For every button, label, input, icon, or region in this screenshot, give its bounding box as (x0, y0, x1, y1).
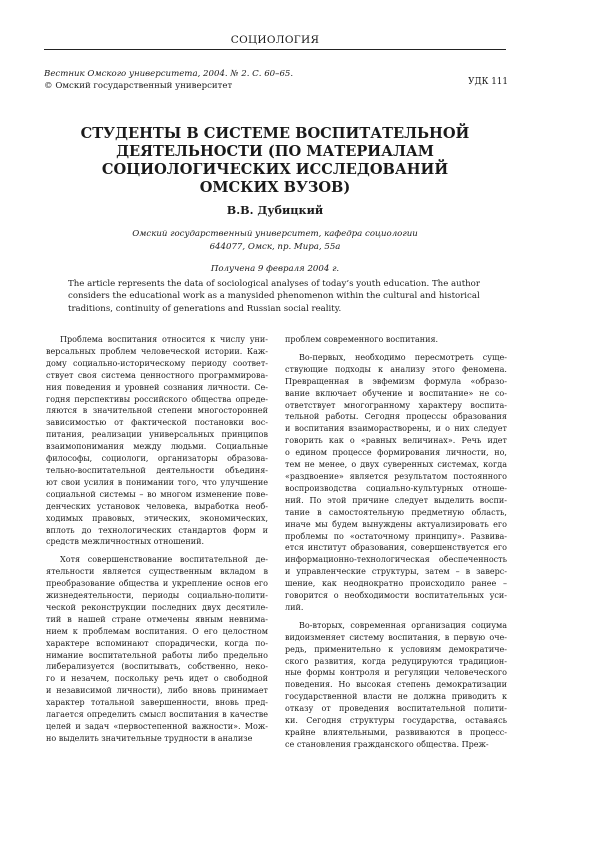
text-line: ответствует многогранному характеру воспита- (285, 400, 507, 410)
text-line: ского развития, когда редуцируются традицион- (285, 656, 507, 666)
text-line: характере вспоминают спорадически, когда по- (46, 638, 268, 648)
text-line: ствующие подходы к анализу этого феномена. (285, 364, 507, 374)
text-line: поведения. Но высокая степень демократизации (285, 680, 507, 690)
text-line: нием к проблемам воспитания. О его целостном (46, 626, 268, 636)
text-line: философы, социологи, организаторы образова- (46, 454, 268, 464)
text-line: жизнедеятельности, периоды социально-полити- (46, 591, 268, 601)
text-line: проблем современного воспитания. (285, 335, 439, 344)
text-line: преобразование общества и укрепление основ его (46, 579, 268, 589)
text-line: вплоть до технологических стандартов форм и (46, 525, 268, 535)
article-title (44, 125, 506, 197)
body-paragraph (46, 334, 268, 548)
text-line: ется институт образования, совершенствуется его (285, 543, 507, 553)
text-line: отказу от проведения воспитательной полити- (285, 704, 507, 714)
body-column-right (285, 334, 507, 757)
body-paragraph (285, 334, 507, 346)
text-line: денческих установок человека, выработка необ- (46, 501, 268, 511)
text-line: иначе мы будем вынуждены актуализировать его (285, 519, 507, 529)
journal-reference: Вестник Омского университета, 2004. № 2. С. 60–65. (44, 69, 294, 79)
text-line: тельной работы. Сегодня процессы образования (285, 412, 507, 422)
abstract-line: The article represents the data of sociological analyses of today’s youth education. The author (68, 279, 480, 289)
text-line: зависимостью от фактической постановки вос- (46, 418, 268, 428)
text-line: го и незачем, поскольку речь идет о свободной (46, 674, 268, 684)
text-line: ют свои усилия в понимании того, что улучшение (46, 477, 268, 487)
text-line: Во-первых, необходимо пересмотреть суще- (299, 352, 507, 362)
text-line: ятельности является существенным вкладом в (46, 567, 268, 577)
text-line: проблемы по «остаточному принципу». Развива- (285, 531, 507, 541)
text-line: видоизменяет систему воспитания, в первую оче- (285, 632, 507, 642)
text-line: Во-вторых, современная организация социума (299, 620, 507, 630)
text-line: нимание воспитательной работы либо предельно (46, 650, 268, 660)
text-line: крайне влиятельными, развиваются в процесс- (285, 728, 507, 737)
text-line: годня перспективы российского общества опреде- (46, 394, 268, 404)
udk-code: УДК 111 (468, 77, 508, 87)
title-line: СТУДЕНТЫ В СИСТЕМЕ ВОСПИТАТЕЛЬНОЙ (80, 125, 470, 142)
text-line: шение, как неоднократно происходило ранее – (285, 579, 507, 589)
text-line: лагается определить смысл воспитания в качестве (46, 710, 268, 720)
text-line: тем не менее, о двух суверенных системах, когда (285, 460, 507, 470)
abstract-line: traditions, continuity of generations and Russian social reality. (68, 303, 342, 314)
body-paragraph (285, 620, 507, 751)
abstract (68, 278, 488, 315)
running-head-section: СОЦИОЛОГИЯ (230, 34, 320, 46)
text-line: ные формы контроля и регуляции человеческого (285, 668, 507, 678)
text-line: Хотя совершенствование воспитательной де- (60, 555, 268, 565)
text-line: ствует своя система ценностного программирова- (46, 370, 268, 380)
text-line: «раздвоение» является результатом постоянного (285, 471, 507, 481)
text-line: версальных проблем человеческой истории. Каж- (46, 346, 268, 356)
text-line: ходимых правовых, этических, экономических, (46, 513, 268, 523)
text-line: тий в нашей стране отмечены явным невнима- (46, 614, 268, 624)
body-column-left (46, 334, 268, 751)
affiliation-line: 644077, Омск, пр. Мира, 55а (209, 241, 341, 252)
text-line: средств межличностных отношений. (46, 537, 205, 547)
text-line: Превращенная в эвфемизм формула «образо- (285, 376, 507, 386)
text-line: тание в самостоятельную предметную область, (285, 507, 507, 517)
body-paragraph (46, 554, 268, 745)
text-line: лий. (285, 602, 304, 612)
text-line: ки. Сегодня структуры государства, оставаясь (285, 716, 507, 726)
text-line: Проблема воспитания относится к числу уни- (60, 335, 268, 344)
text-line: взаимопонимания между людьми. Социальные (46, 442, 268, 452)
text-line: и независимой личности), либо вновь принимает (46, 686, 268, 696)
text-line: государственной власти не должна приводить к (285, 692, 507, 702)
author-affiliation (44, 228, 506, 253)
title-line: СОЦИОЛОГИЧЕСКИХ ИССЛЕДОВАНИЙ (101, 161, 449, 178)
body-paragraph (285, 352, 507, 614)
text-line: характер тотальной завершенности, вновь пред- (46, 698, 268, 708)
text-line: и управленческие структуры, затем – в заверс- (285, 567, 507, 577)
text-line: и воспитания взаиморастворены, и о них следует (285, 424, 507, 434)
title-line: ОМСКИХ ВУЗОВ) (199, 179, 351, 196)
author-name: В.В. Дубицкий (226, 203, 324, 217)
text-line: говорить как о «равных величинах». Речь идет (285, 436, 507, 446)
text-line: редь, применительно к условиям демократиче- (285, 644, 507, 654)
text-line: питания, реализации универсальных принципов (46, 430, 268, 440)
text-line: тельно-воспитательной деятельности объединя- (46, 465, 268, 475)
text-line: дому социально-историческому периоду соответ- (46, 358, 268, 368)
text-line: ческой реконструкции последних двух десятиле- (46, 602, 268, 612)
text-line: о едином процессе формирования личности, но, (285, 448, 507, 458)
text-line: либерализуется (воспитывать, собственно, неко- (46, 662, 268, 672)
text-line: социальной системы – во многом изменение пове- (46, 489, 268, 499)
affiliation-line: Омский государственный университет, кафедра социологии (132, 229, 418, 239)
text-line: воспроизводства социально-культурных отноше- (285, 483, 507, 493)
header-rule (44, 49, 506, 50)
abstract-line: considers the educational work as a manysided phenomenon within the cultural and historical (68, 291, 480, 302)
text-line: целей и задач «первостепенной важности». Мож- (46, 722, 268, 731)
text-line: но выделить значительные трудности в анализе (46, 733, 253, 743)
text-line: вание включает обучение и воспитание» не со- (285, 388, 507, 398)
copyright-line: © Омский государственный университет (44, 81, 233, 91)
text-line: ляются в значительной степени многосторонней (46, 406, 268, 416)
text-line: ния поведения и уровней сознания личности. Се- (46, 382, 268, 392)
publication-meta (44, 68, 344, 92)
text-line: информационно-технологическая обеспеченность (285, 555, 507, 565)
text-line: се становления гражданского общества. Преж- (285, 739, 489, 749)
text-line: говорится о необходимости воспитательных уси- (285, 591, 507, 601)
received-date: Получена 9 февраля 2004 г. (210, 264, 340, 274)
title-line: ДЕЯТЕЛЬНОСТИ (ПО МАТЕРИАЛАМ (116, 143, 434, 160)
text-line: ний. По этой причине следует выделить воспи- (285, 495, 507, 505)
